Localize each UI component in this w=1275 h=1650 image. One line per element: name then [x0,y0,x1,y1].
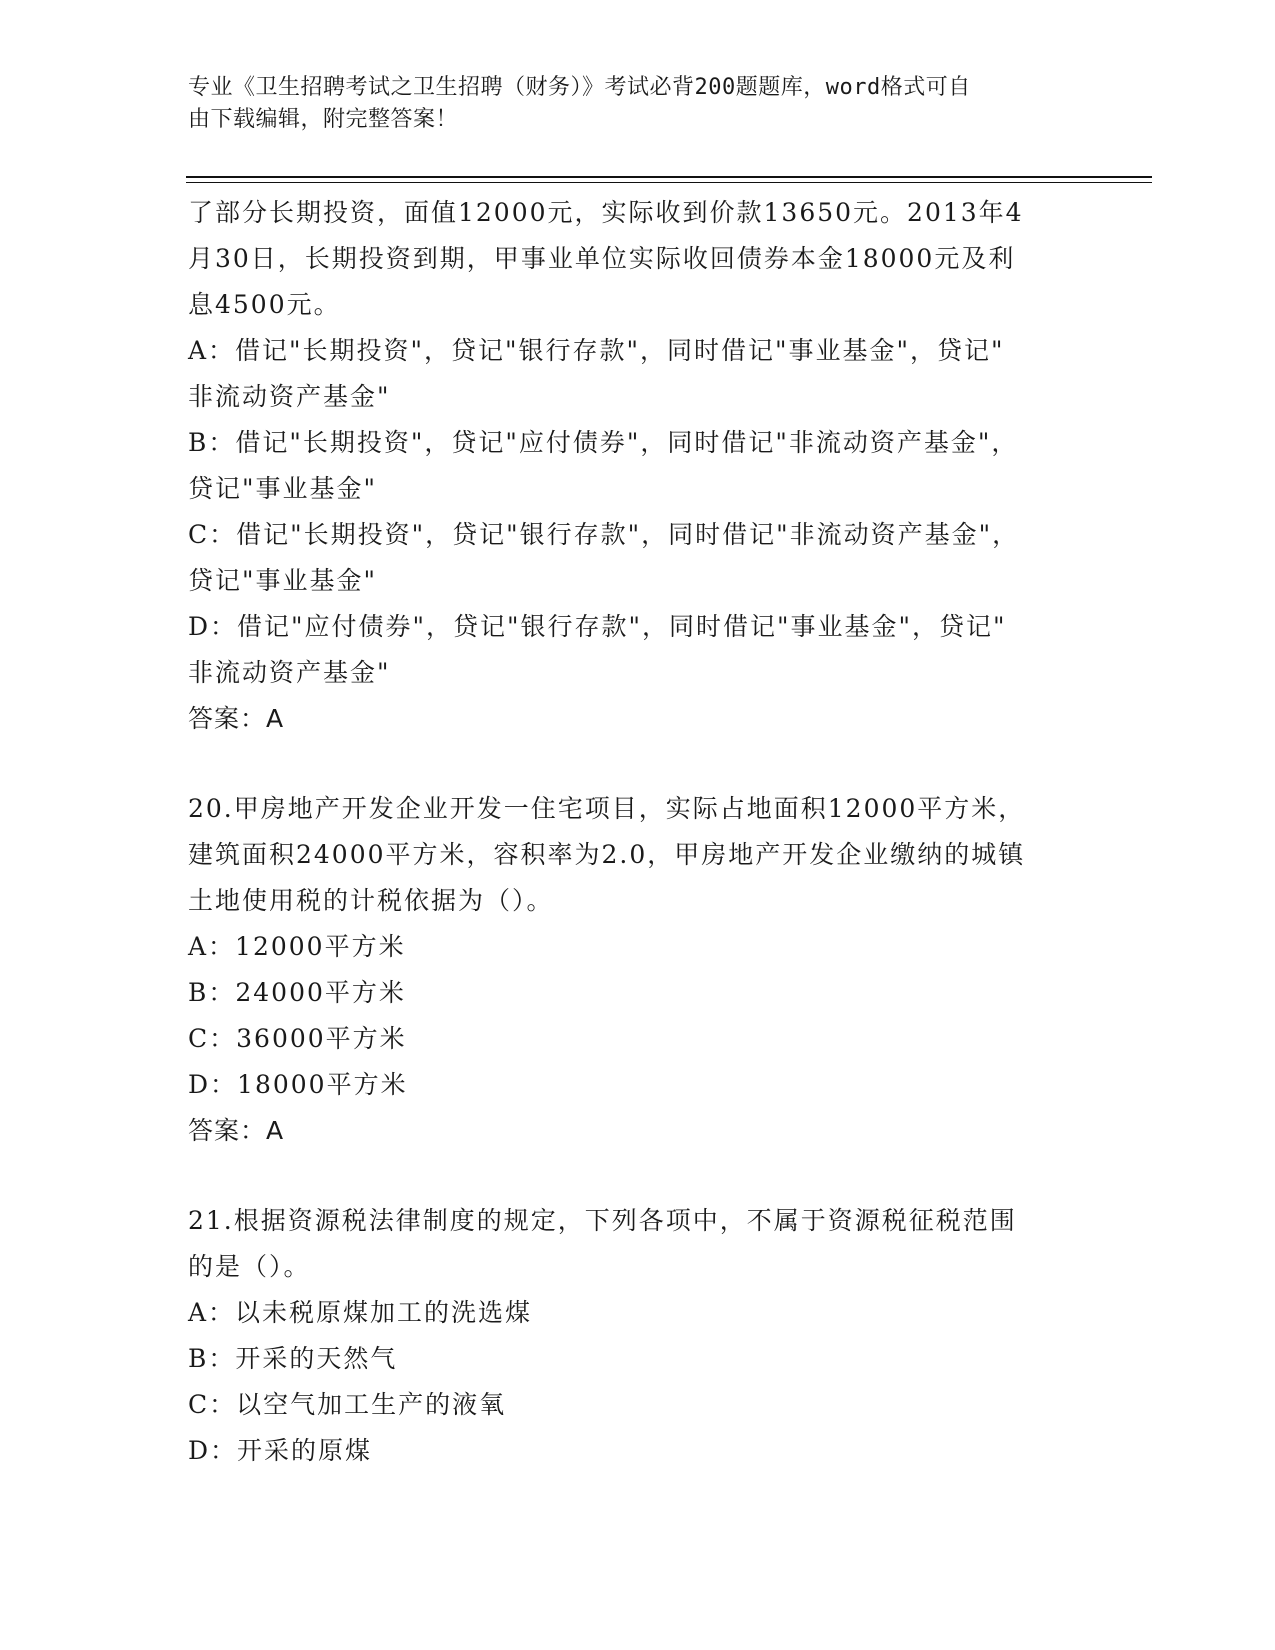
question-stem-line: 月30日，长期投资到期，甲事业单位实际收回债券本金18000元及利 [188,244,1016,273]
option-d: D：开采的原煤 [188,1436,373,1465]
header-title-line-2: 由下载编辑，附完整答案！ [188,107,459,132]
question-stem-line: 土地使用税的计税依据为（）。 [188,886,554,915]
answer-label: 答案：A [188,704,285,733]
question-stem-line: 建筑面积24000平方米，容积率为2.0，甲房地产开发企业缴纳的城镇 [188,840,1026,869]
header-divider-thin [186,182,1152,183]
header-divider-thick [186,176,1152,178]
question-20 [188,786,1088,1154]
option-a: A：以未税原煤加工的洗选煤 [188,1298,533,1327]
option-a: A：12000平方米 [188,932,406,961]
option-d: D：18000平方米 [188,1070,408,1099]
question-stem-line: 20.甲房地产开发企业开发一住宅项目，实际占地面积12000平方米， [188,794,1026,823]
question-21 [188,1198,1088,1474]
question-stem-line: 息4500元。 [188,290,341,319]
option-b: B：24000平方米 [188,978,406,1007]
document-body [188,190,1088,1474]
option-b-line: 贷记"事业基金" [188,474,377,503]
question-19 [188,190,1088,742]
option-b: B：开采的天然气 [188,1344,398,1373]
option-c-line: 贷记"事业基金" [188,566,377,595]
option-a-line: 非流动资产基金" [188,382,391,411]
option-d-line: D：借记"应付债券"，贷记"银行存款"，同时借记"事业基金"，贷记" [188,612,1007,641]
option-c: C：36000平方米 [188,1024,407,1053]
option-a-line: A：借记"长期投资"，贷记"银行存款"，同时借记"事业基金"，贷记" [188,336,1005,365]
header-title-line-1: 专业《卫生招聘考试之卫生招聘（财务）》考试必背200题题库，word格式可自 [188,75,971,100]
option-c-line: C：借记"长期投资"，贷记"银行存款"，同时借记"非流动资产基金"， [188,520,1020,549]
option-d-line: 非流动资产基金" [188,658,391,687]
question-stem-line: 了部分长期投资，面值12000元，实际收到价款13650元。2013年4 [188,198,1024,227]
answer-label: 答案：A [188,1116,285,1145]
question-stem-line: 的是（）。 [188,1252,311,1281]
option-c: C：以空气加工生产的液氧 [188,1390,507,1419]
page-header [188,72,1068,136]
question-stem-line: 21.根据资源税法律制度的规定，下列各项中，不属于资源税征税范围 [188,1206,1017,1235]
option-b-line: B：借记"长期投资"，贷记"应付债券"，同时借记"非流动资产基金"， [188,428,1019,457]
